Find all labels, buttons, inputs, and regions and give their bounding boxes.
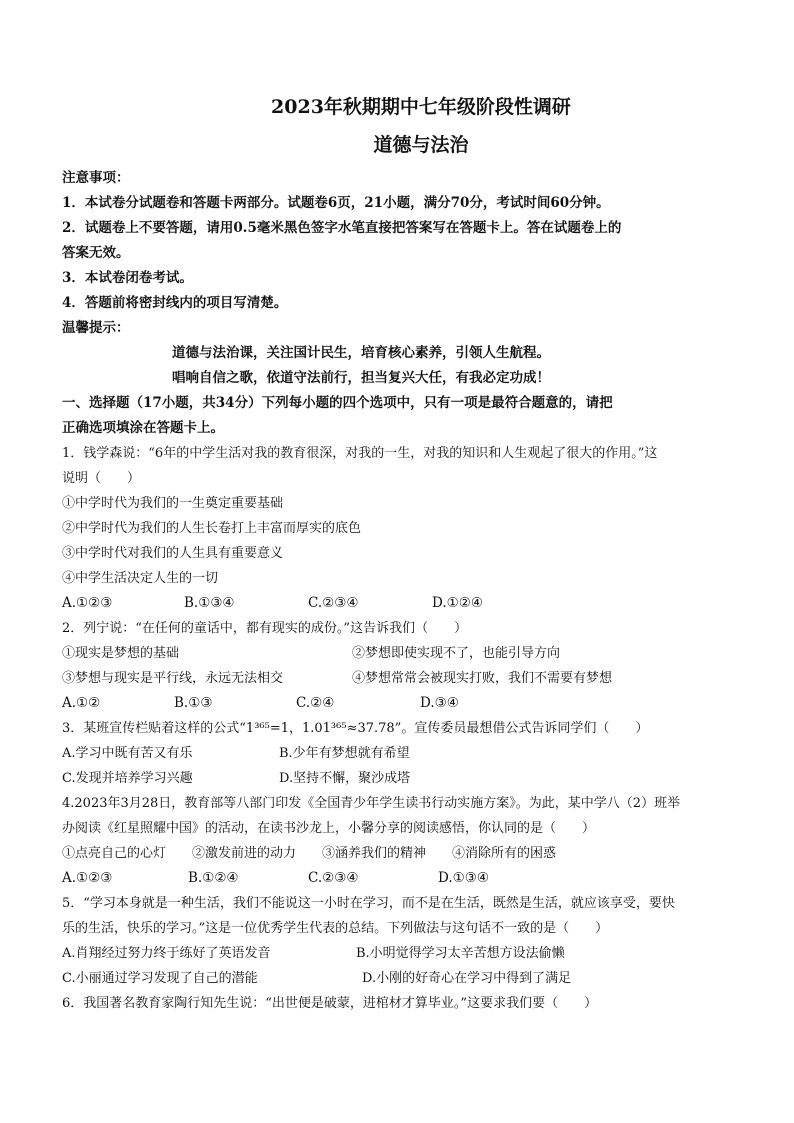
notice-item: 4．答题前将密封线内的项目写清楚。	[62, 295, 288, 311]
notice-item: 1．本试卷分试题卷和答题卡两部分。试题卷6页，21小题，满分70分，考试时间60分钟。	[62, 195, 610, 211]
section-instruction: 一、选择题（17小题，共34分）下列每小题的四个选项中，只有一项是最符合题意的，请把	[62, 395, 613, 411]
option-c: C.②③④	[308, 595, 359, 611]
exam-title: 2023年秋期期中七年级阶段性调研	[271, 96, 571, 118]
statement: ④梦想常常会被现实打败，我们不需要有梦想	[352, 671, 613, 686]
tip-line: 唱响自信之歌，依道守法前行，担当复兴大任，有我必定功成！	[172, 370, 550, 386]
statement: ①中学时代为我们的一生奠定重要基础	[62, 496, 284, 511]
notice-item: 答案无效。	[62, 245, 130, 261]
option-d: D.①②④	[432, 595, 483, 611]
question-stem: 说明（ ）	[62, 471, 141, 486]
answer-options	[62, 691, 732, 716]
option-a: A.①②③	[62, 595, 113, 611]
statement-row	[62, 666, 732, 691]
question-stem: 6．我国著名教育家陶行知先生说：“出世便是破蒙，进棺材才算毕业。”这要求我们要（ ）	[62, 996, 598, 1011]
statement: ③中学时代对我们的人生具有重要意义	[62, 546, 284, 561]
section-instruction: 正确选项填涂在答题卡上。	[62, 420, 224, 436]
option-c: C.②③④	[308, 870, 359, 886]
option-a: A.学习中既有苦又有乐	[62, 746, 193, 761]
option-d: D.小刚的好奇心在学习中得到了满足	[362, 971, 572, 986]
notice-item: 3．本试卷闭卷考试。	[62, 270, 193, 286]
option-a: A.①②③	[62, 870, 113, 886]
options-row	[62, 766, 732, 791]
options-row	[62, 741, 732, 766]
question-stem: 1．钱学森说：“6年的中学生活对我的教育很深，对我的一生，对我的知识和人生观起了很大的作用。”这	[62, 446, 658, 461]
statement-row	[62, 641, 732, 666]
answer-options	[62, 591, 732, 616]
subject-title: 道德与法治	[373, 134, 469, 156]
statement: ②梦想即使实现不了，也能引导方向	[352, 646, 561, 661]
option-b: B.①③	[174, 695, 213, 711]
options-row	[62, 941, 732, 966]
option-c: C.发现并培养学习兴趣	[62, 771, 193, 786]
statement: ②中学时代为我们的人生长卷打上丰富而厚实的底色	[62, 521, 362, 536]
statement: ①现实是梦想的基础	[62, 646, 180, 661]
option-d: D.坚持不懈，聚沙成塔	[279, 771, 411, 786]
statement: ③梦想与现实是平行线，永远无法相交	[62, 671, 284, 686]
statement: ④中学生活决定人生的一切	[62, 571, 219, 586]
question-stem: 乐的生活，快乐的学习。”这是一位优秀学生代表的总结。下列做法与这句话不一致的是（ ）	[62, 921, 609, 936]
option-b: B.小明觉得学习太辛苦想方设法偷懒	[356, 946, 565, 961]
question-stem: 5．“学习本身就是一种生活，我们不能说这一小时在学习，而不是在生活，既然是生活，就应该享受，要快	[62, 896, 675, 911]
option-c: C.小丽通过学习发现了自己的潜能	[62, 971, 258, 986]
option-c: C.②④	[296, 695, 335, 711]
option-d: D.①③④	[438, 870, 489, 886]
question-stem: 4.2023年3月28日，教育部等八部门印发《全国青少年学生读书行动实施方案》。为此，某中学八（2）班举	[62, 796, 681, 811]
statements: ①点亮自己的心灯 ②激发前进的动力 ③涵养我们的精神 ④消除所有的困惑	[62, 846, 557, 861]
question-stem: 2．列宁说：“在任何的童话中，都有现实的成份。”这告诉我们（ ）	[62, 621, 468, 636]
question-stem: 3．某班宣传栏贴着这样的公式“1³⁶⁵=1，1.01³⁶⁵≈37.78”。宣传委员最想借公式告诉同学们（ ）	[62, 721, 649, 736]
question-stem: 办阅读《红星照耀中国》的活动，在读书沙龙上，小馨分享的阅读感悟，你认同的是（ ）	[62, 821, 596, 836]
exam-page	[62, 96, 732, 1016]
option-b: B.少年有梦想就有希望	[279, 746, 410, 761]
tip-heading: 温馨提示：	[62, 320, 130, 336]
option-b: B.①②④	[188, 870, 239, 886]
options-row	[62, 966, 732, 991]
tip-line: 道德与法治课，关注国计民生，培育核心素养，引领人生航程。	[172, 345, 550, 361]
option-d: D.③④	[420, 695, 459, 711]
notice-item: 2．试题卷上不要答题，请用0.5毫米黑色签字水笔直接把答案写在答题卡上。答在试题卷上的	[62, 220, 622, 236]
answer-options	[62, 866, 732, 891]
option-a: A.①②	[62, 695, 101, 711]
notice-heading: 注意事项：	[62, 170, 130, 186]
option-a: A.肖翔经过努力终于练好了英语发音	[62, 946, 271, 961]
option-b: B.①③④	[184, 595, 235, 611]
